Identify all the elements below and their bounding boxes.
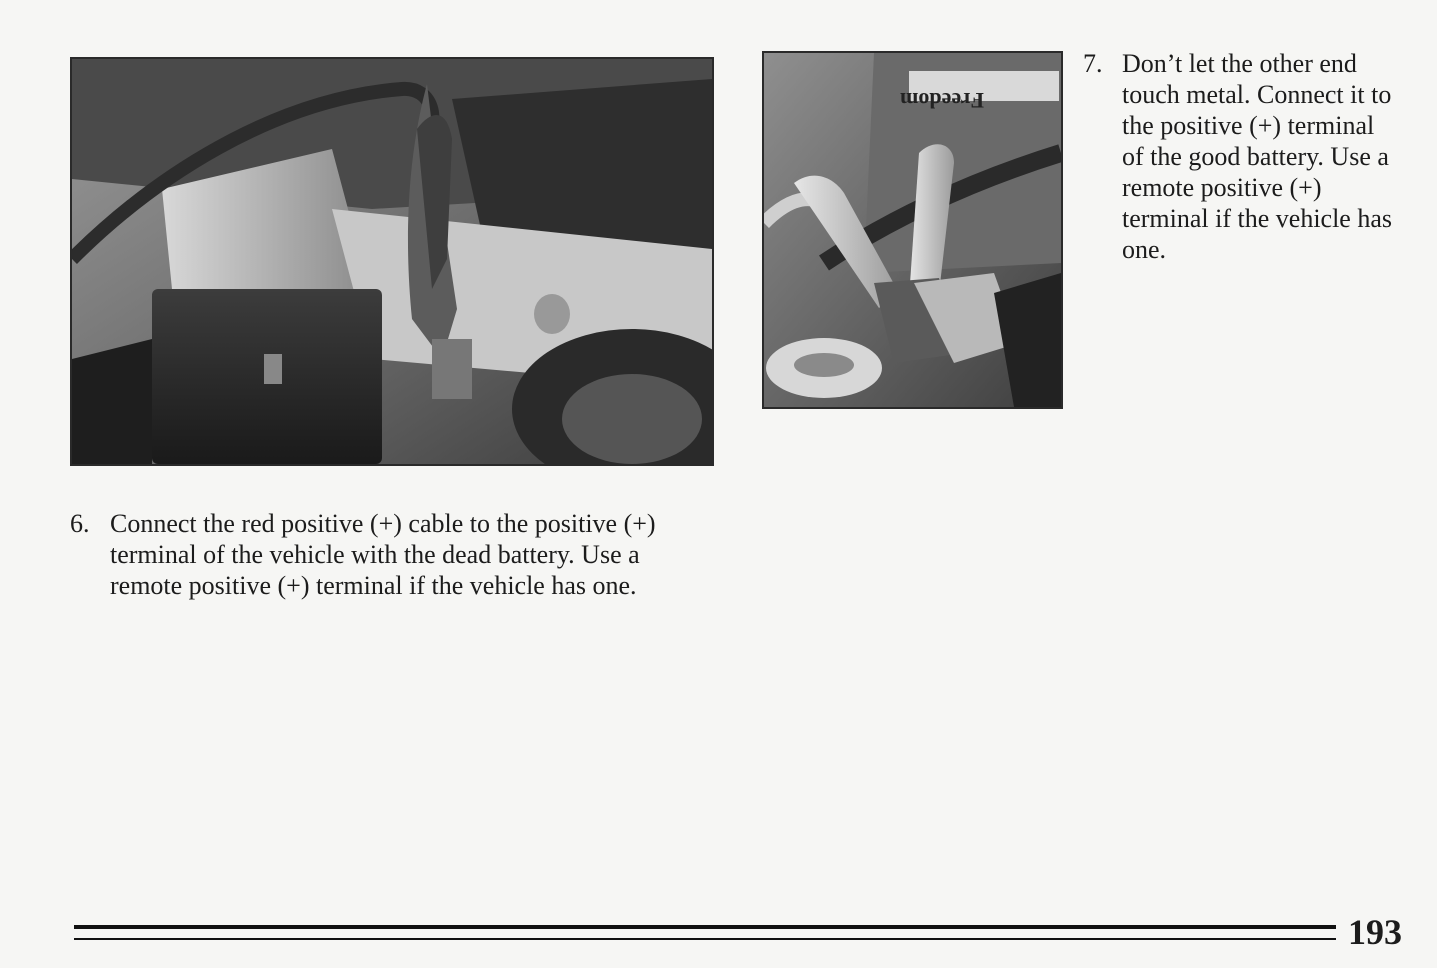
svg-text:Freedom: Freedom — [900, 88, 984, 113]
freedom-battery-logo — [900, 88, 984, 113]
step-6-text: Connect the red positive (+) cable to the positive (+) terminal of the vehicle with the dead battery. Use a remote positive (+) terminal if the vehicle has one. — [110, 509, 656, 600]
page-number: 193 — [1348, 912, 1402, 952]
footer-rule-thin — [74, 938, 1336, 940]
step-7-text: Don’t let the other end touch metal. Connect it to the positive (+) terminal of the good battery. Use a remote positive (+) terminal if the vehicle has one. — [1122, 49, 1393, 264]
step-6-number: 6. — [70, 509, 90, 538]
photo-dead-battery-connection — [70, 57, 714, 466]
step-6 — [70, 508, 730, 601]
footer-rule-thick — [74, 925, 1336, 929]
photo-good-battery-connection — [762, 51, 1063, 409]
step-7-number: 7. — [1083, 49, 1103, 78]
photo-good-battery-illustration — [764, 53, 1061, 407]
step-7 — [1083, 48, 1403, 265]
photo-dead-battery-illustration — [72, 59, 712, 464]
